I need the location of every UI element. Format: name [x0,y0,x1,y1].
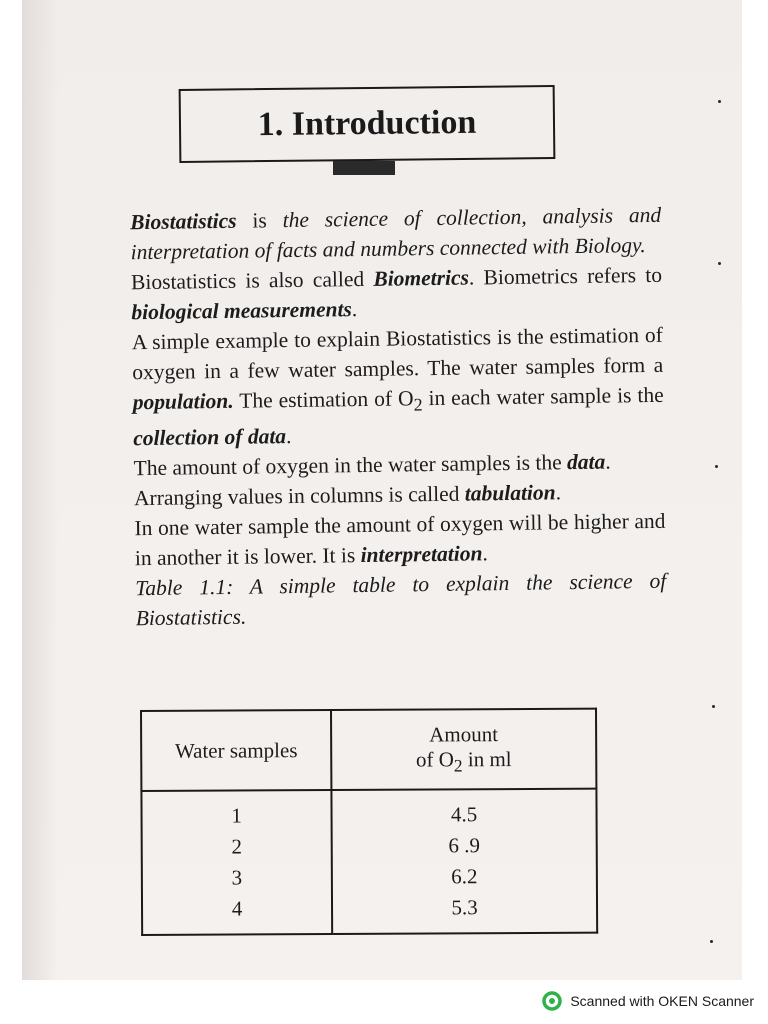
amount-3: 6.2 [451,864,478,889]
amount-2: 6 .9 [448,833,481,858]
table-row [141,789,597,935]
term-collection-of-data: collection of data [133,424,287,451]
paragraph-definition [76,200,662,268]
sample-4: 4 [231,896,243,921]
watermark-label: Scanned with OKEN Scanner [570,993,754,1009]
sample-3: 3 [231,865,243,890]
header-water-samples: Water samples [141,710,331,791]
text: in each water sample is the [422,382,664,411]
table-header-row [141,709,596,791]
amount-1: 4.5 [450,802,478,827]
header-amount-line2: of O [415,747,454,772]
sample-2: 2 [231,834,243,859]
subscript: 2 [453,755,463,776]
book-page [22,0,742,980]
text: the science of collection, analysis and interpretation of facts and numbers connected with Biology. [130,202,662,265]
text: . [605,449,611,474]
term-interpretation: interpretation [360,541,483,568]
subscript: 2 [413,394,423,415]
page-title: 1. Introduction [179,85,556,163]
text: is [236,208,283,233]
title-decoration [333,161,395,175]
sample-column [141,790,332,935]
header-amount-line1: Amount [429,722,499,747]
amount-column [331,789,597,934]
paragraph-example [78,320,665,454]
speck [718,262,721,265]
paragraph-biometrics [77,260,663,328]
oken-scanner-logo-icon [542,991,562,1011]
amount-4: 5.3 [451,895,478,920]
text: . [285,424,292,449]
text: . [351,297,358,322]
term-biometrics: Biometrics [373,265,470,291]
speck [710,940,713,943]
text: The estimation of O [233,386,414,413]
term-data: data [566,449,606,475]
term-biostatistics: Biostatistics [130,208,237,235]
oxygen-table [140,708,598,936]
text: . Biometrics refers to [468,262,663,290]
text: Arranging values in columns is called [133,481,465,511]
sample-1: 1 [231,803,242,828]
text: The amount of oxygen in the water samples is the [133,450,568,481]
scanner-watermark [542,990,754,1012]
header-amount-unit: in ml [462,746,512,772]
term-tabulation: tabulation [464,480,556,506]
term-population: population. [132,388,234,415]
text: . [482,541,488,566]
paragraph-interpretation [80,506,666,574]
table-caption: Table 1.1: A simple table to explain the science of Biostatistics. [135,569,667,631]
speck [712,705,715,708]
text: In one water sample the amount of oxygen will be higher and in another it is lower. It is [134,509,666,571]
speck [718,100,721,103]
text: A simple example to explain Biostatistics is the estimation of oxygen in a few water samples. The water samples form a [131,322,664,385]
header-amount [331,709,596,790]
speck [715,465,718,468]
term-biological-measurements: biological measurements [131,297,352,325]
text: Biostatistics is also called [130,266,374,295]
text: . [555,480,562,505]
body-text [76,200,667,634]
